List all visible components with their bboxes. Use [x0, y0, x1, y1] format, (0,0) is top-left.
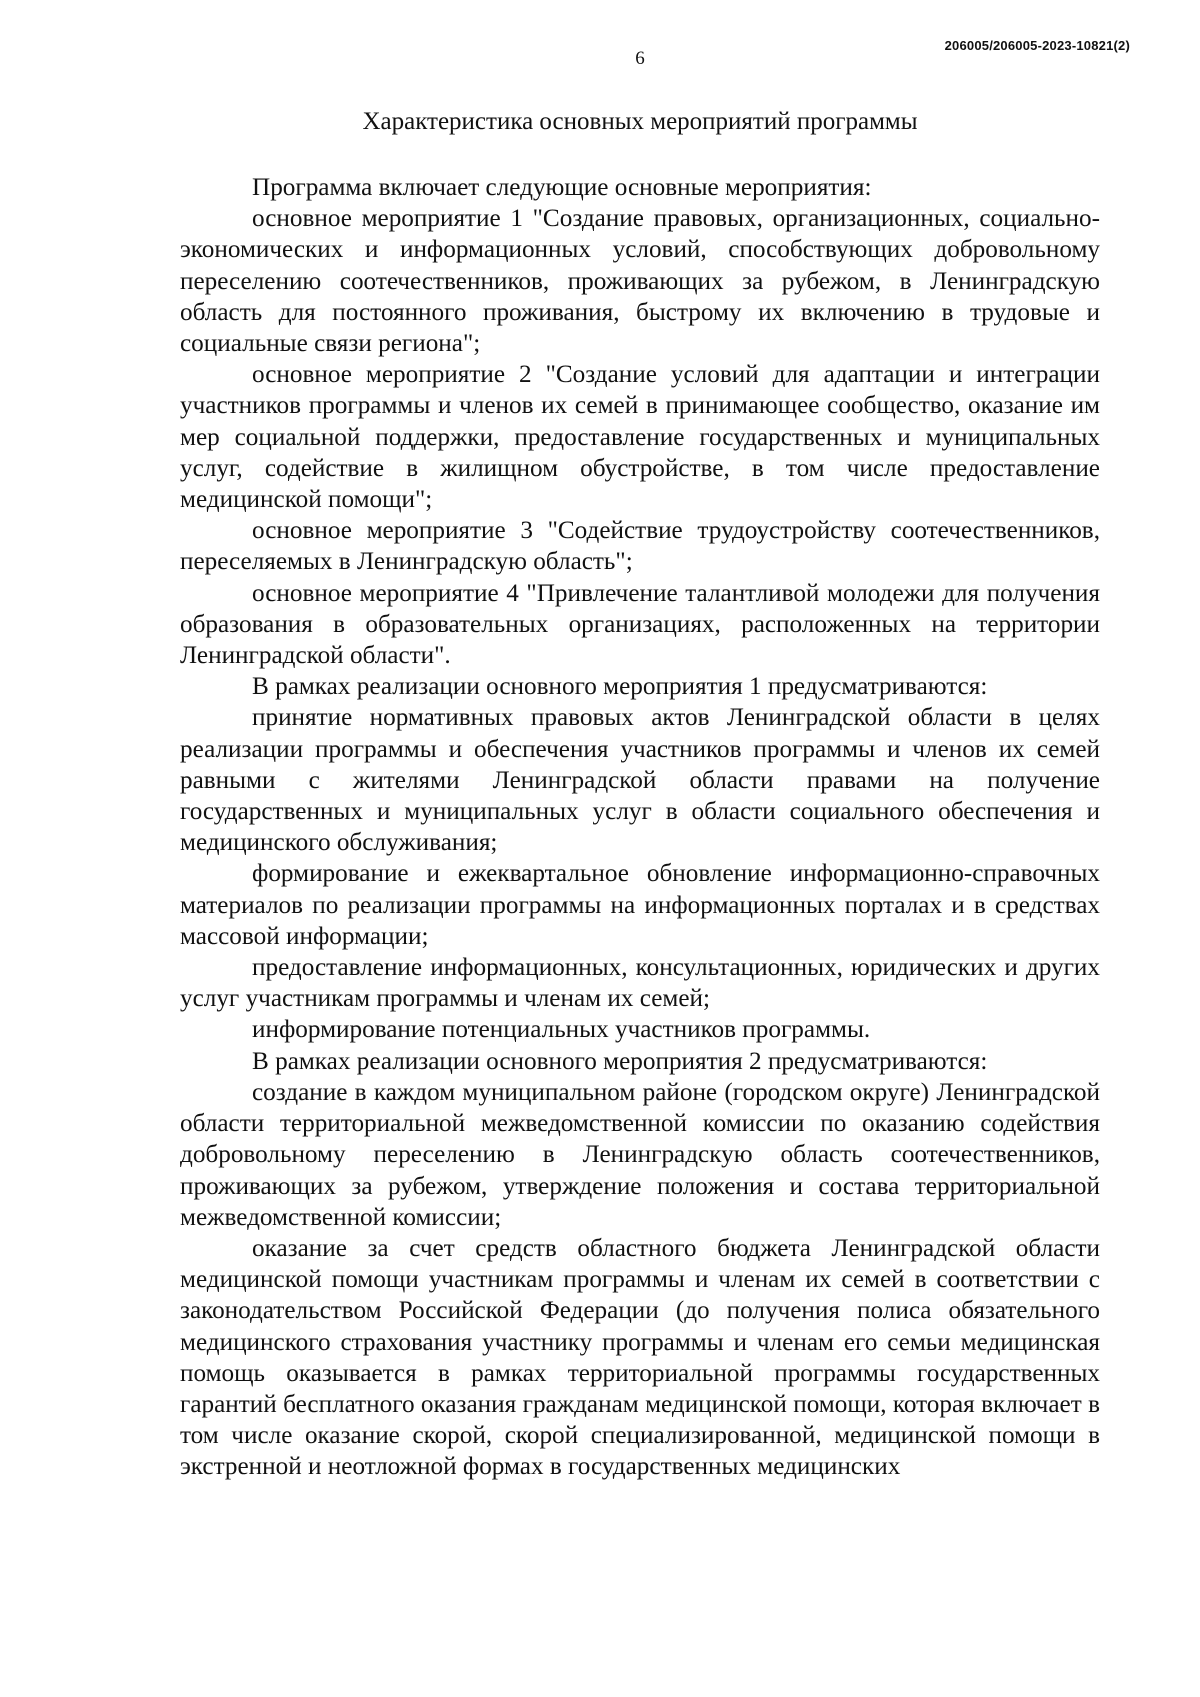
paragraph-commission: создание в каждом муниципальном районе (городском округе) Ленинградской области территориальной межведомственной комиссии по оказанию содействия добровольному переселению в Ленинградскую область соотечественников, проживающих за рубежом, утверждение положения и состава территориальной межведомственной комиссии; — [180, 1078, 1100, 1231]
paragraph-informing: информирование потенциальных участников программы. — [252, 1016, 871, 1044]
paragraph-intro: Программа включает следующие основные мероприятия: — [252, 174, 872, 201]
document-registration-number: 206005/206005-2023-10821(2) — [944, 38, 1130, 53]
paragraph-measure-1-provisions-intro: В рамках реализации основного мероприятия 1 предусматриваются: — [252, 673, 988, 701]
paragraph-services: предоставление информационных, консультационных, юридических и других услуг участникам программы и членам их семей; — [180, 954, 1100, 1013]
paragraph-measure-1: основное мероприятие 1 "Создание правовых, организационных, социально-экономических и информационных условий, способствующих добровольному переселению соотечественников, проживающих за рубежом, в Ленинградскую область для постоянного проживания, быстрому их включению в трудовые и социальные связи региона"; — [180, 205, 1100, 358]
section-heading: Характеристика основных мероприятий программы — [362, 108, 918, 135]
paragraph-legal-acts: принятие нормативных правовых актов Ленинградской области в целях реализации программы и обеспечения участников программы и членов их семей равными с жителями Ленинградской области правами на получение государственных и муниципальных услуг в области социального обеспечения и медицинского обслуживания; — [180, 704, 1100, 857]
paragraph-medical-aid: оказание за счет средств областного бюджета Ленинградской области медицинской помощи участникам программы и членам их семей в соответствии с законодательством Российской Федерации (до получения полиса обязательного медицинского страхования участнику программы и членам его семьи медицинская помощь оказывается в рамках территориальной программы государственных гарантий бесплатного оказания гражданам медицинской помощи, которая включает в том числе оказание скорой, скорой специализированной, медицинской помощи в экстренной и неотложной формах в государственных медицинских — [180, 1234, 1100, 1481]
page-number: 6 — [635, 48, 645, 69]
paragraph-measure-2-provisions-intro: В рамках реализации основного мероприятия 2 предусматриваются: — [252, 1047, 988, 1075]
paragraph-measure-3: основное мероприятие 3 "Содействие трудоустройству соотечественников, переселяемых в Ленинградскую область"; — [180, 517, 1100, 576]
paragraph-info-materials: формирование и ежеквартальное обновление информационно-справочных материалов по реализации программы на информационных порталах и в средствах массовой информации; — [180, 860, 1100, 950]
paragraph-measure-2: основное мероприятие 2 "Создание условий для адаптации и интеграции участников программы и членов их семей в принимающее сообщество, оказание им мер социальной поддержки, предоставление государственных и муниципальных услуг, содействие в жилищном обустройстве, в том числе предоставление медицинской помощи"; — [180, 361, 1100, 514]
paragraph-measure-4: основное мероприятие 4 "Привлечение талантливой молодежи для получения образования в образовательных организациях, расположенных на территории Ленинградской области". — [180, 579, 1100, 670]
document-body — [180, 172, 1100, 1483]
